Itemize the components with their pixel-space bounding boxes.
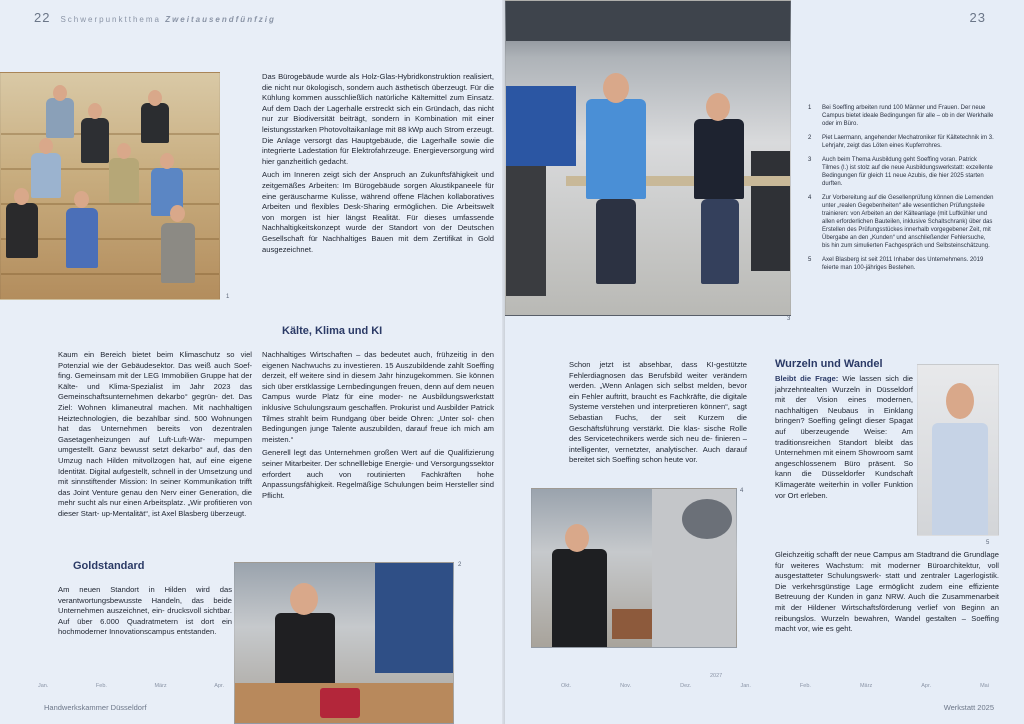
paragraph: Nachhaltiges Wirtschaften – das bedeutet auch, frühzeitig in den eigenen Nachwuchs zu investieren. 15 Auszubildende zahlt Soeffing derzeit, elf weitere sind in diesem Jahr hinzugekommen. Sie können sich über erstklassige Lernbedingungen freuen, denn auf dem neuen Campus wurde Platz für eine moder- ne Ausbildungswerkstatt inklusive Schulungsraum geschaffen. Prokurist und Ausbilder Patrick Tilmes strahlt beim Rundgang über beide Ohren: „Unter sol- chen Bedingungen junge Talente auszubilden, darauf freue ich mich am meisten.“	[262, 350, 494, 444]
caption-number: 5	[808, 257, 812, 263]
owner-portrait-photo	[917, 364, 999, 536]
article-column-mid-bottom	[262, 350, 494, 504]
refrigeration-training-photo	[531, 488, 737, 648]
paragraph: Kaum ein Bereich bietet beim Klimaschutz so viel Potenzial wie der Gebäudesektor. Das weiß auch Soef- fing. Gemeinsam mit der LEG Immobilien Gruppe hat der Kälte- und Klima-Spezialist im Jahr 2023 das Gemeinschaftsunternehmen dekarbo° gegrün- det. Das Ziel: Wohnen klimaneutral machen. Mit nachhaltigen Heiztechnologien, die bezahlbar sind. 500 Wohnungen hat das Unternehmen bereits von dezentralen Gasetagenheizungen auf Luft-Luft-Wär- mepumpen umgestellt. Ganz bewusst setzt dekarbo° auf, das den Umzug nach Hilden mitvollzogen hat, auf eine eigene Identität. Digital aufgestellt, schnell in der Umsetzung und mit sinnstiftender Mission: In seiner Kommunikation trifft das Joint Venture genau den Nerv einer Generation, die mehr sucht als nur einen Arbeitsplatz. „Wir profitieren von dieser Start- up-Mentalität“, ist Axel Blasberg überzeugt.	[58, 350, 252, 518]
paragraph: Das Bürogebäude wurde als Holz-Glas-Hybridkonstruktion realisiert, die nicht nur ökologisch, sondern auch ästhetisch überzeugt. Für die Kühlung kommen ausschließlich natürliche Kältemittel zum Einsatz. Auf dem Dach der Lagerhalle erstreckt sich ein Gründach, das nicht nur zur Biodiversität beiträgt, sondern in Kombination mit einer leistungsstarken Photovoltaikanlage mit 88 kWp auch Strom erzeugt. Die Anlage versorgt das Hauptgebäude, die Lagerhalle sowie die integrierte Ladestation für Elektrofahrzeuge. Energieversorgung wird hier ganzheitlich gedacht.	[262, 72, 494, 166]
month-label: Jan.	[38, 683, 49, 689]
right-page-number: 23	[969, 10, 986, 25]
paragraph: Schon jetzt ist absehbar, dass KI-gestützte Fehlerdiagnosen das Berufsbild weiter verändern werden. „Wenn Anlagen sich selbst melden, bevor ein Fehler auftritt, braucht es Fachkräfte, die digitale Systeme verstehen und interpretieren können“, sagt Sebastian Fuchs, der seit Kurzem die Geschäftsführung verstärkt. Die klas- sische Rolle des Servicetechnikers werde sich neu de- finieren – intelligenter, vernetzter, analytischer. Auch darauf bereitet sich Soeffing schon heute vor.	[569, 360, 747, 465]
photo-number-1: 1	[226, 294, 230, 300]
left-page-header	[34, 10, 276, 25]
month-label: Feb.	[799, 683, 811, 689]
caption-1	[808, 104, 994, 128]
month-label: Okt.	[561, 683, 572, 689]
month-label: Feb.	[95, 683, 107, 689]
caption-number: 1	[808, 105, 812, 111]
heading-wurzeln-wandel: Wurzeln und Wandel	[775, 358, 883, 370]
caption-number: 3	[808, 157, 812, 163]
caption-text: Zur Vorbereitung auf die Gesellenprüfung können die Lernenden unter „realen Gegebenheiten“ alle wesentlichen Prüfungsteile trainieren: von Arbeiten an der Kälteanlage (mit Luftkühler und allen erforderlichen Bauteilen, inklusive Schaltschrank) über das Erstellen des Prüfungsstückes innerhalb vorgegebener Zeit, mit Übergabe an den „Kunden“ und anschließender Fehlersuche, bis hin zum simulierten Fachgespräch und Selbsteinschätzung.	[822, 195, 994, 249]
article-column-mid-top	[262, 72, 494, 258]
month-label: März	[859, 683, 873, 689]
timeline-months-left	[38, 683, 224, 689]
photo-number-2: 2	[458, 562, 462, 568]
photo-number-5: 5	[986, 540, 990, 546]
month-label: Nov.	[620, 683, 632, 689]
month-label: Dez.	[680, 683, 692, 689]
section-prefix: Schwerpunktthema	[60, 15, 161, 24]
left-page-number: 22	[34, 10, 51, 25]
month-label: Jan.	[740, 683, 751, 689]
section-label	[60, 15, 275, 24]
team-stairs-photo	[0, 72, 220, 300]
month-label: März	[154, 683, 167, 689]
caption-number: 4	[808, 195, 812, 201]
left-page	[0, 0, 505, 724]
heading-goldstandard: Goldstandard	[73, 560, 145, 572]
timeline-months-right	[561, 683, 989, 689]
paragraph	[775, 374, 913, 501]
caption-text: Bei Soeffing arbeiten rund 100 Männer und Frauen. Der neue Campus bietet ideale Bedingungen für alle – ob in der Werkhalle oder im Büro.	[822, 105, 994, 127]
article-column-right-top	[775, 374, 913, 504]
article-column-gold	[58, 585, 232, 641]
footer-right: Werkstatt 2025	[943, 703, 994, 712]
caption-5	[808, 256, 994, 272]
caption-text: Piet Laermann, angehender Mechatroniker für Kältetechnik im 3. Lehrjahr, zeigt das Löten eines Kupferrohres.	[822, 135, 994, 149]
section-title: Zweitausendfünfzig	[165, 15, 276, 24]
month-label: Apr.	[214, 683, 224, 689]
month-label: Apr.	[921, 683, 932, 689]
caption-3	[808, 156, 994, 188]
brazing-apprentice-photo	[234, 562, 454, 724]
caption-text: Axel Blasberg ist seit 2011 Inhaber des Unternehmens. 2019 feierte man 100-jähriges Bestehen.	[822, 257, 984, 271]
caption-text: Auch beim Thema Ausbildung geht Soeffing voran. Patrick Tilmes (l.) ist stolz auf die neue Ausbildungswerkstatt: exzellente Bedingungen für gleich 11 neue Azubis, die hier 2025 starten durften.	[822, 157, 993, 187]
photo-number-4: 4	[740, 488, 744, 494]
training-workshop-photo	[505, 0, 791, 316]
lead-in: Bleibt die Frage:	[775, 374, 839, 383]
timeline-year: 2027	[710, 673, 723, 679]
caption-2	[808, 134, 994, 150]
heading-kaelte-klima-ki: Kälte, Klima und KI	[282, 325, 383, 337]
footer-left: Handwerkskammer Düsseldorf	[44, 703, 147, 712]
caption-number: 2	[808, 135, 812, 141]
right-page-header	[970, 10, 986, 25]
photo-number-3: 3	[787, 316, 791, 322]
caption-4	[808, 194, 994, 250]
photo-captions	[808, 104, 994, 278]
article-column-right-mid	[569, 360, 747, 469]
paragraph: Gleichzeitig schafft der neue Campus am Stadtrand die Grundlage für weiteres Wachstum: mit moderner Büroarchitektur, voll ausgestatteter Schulungswerk- statt und zentraler Lagerlogistik. Die verkehrsgünstige Lage ermöglicht zudem eine effiziente Betreuung der Kunden in ganz NRW. Auch die Zusammenarbeit mit der Hildener Wirtschaftsförderung verlief von Beginn an reibungslos. Wurzeln bewahren, Wandel gestalten – Soeffing macht vor, wie es geht.	[775, 550, 999, 634]
month-label: Mai	[980, 683, 989, 689]
paragraph: Am neuen Standort in Hilden wird das verantwortungsbewusste Handeln, das beide Unternehmen auszeichnet, ein- drucksvoll sichtbar. Auf über 6.000 Quadratmetern ist dort ein hochmoderner Innovationscampus entstanden.	[58, 585, 232, 637]
paragraph: Auch im Inneren zeigt sich der Anspruch an Zukunftsfähigkeit und zeitgemäßes Arbeiten: Im Bürogebäude sorgen Akustikpaneele für eine geräuscharme Kulisse, während offene Flächen kollaboratives Arbeiten und flexibles Desk-Sharing ermöglichen. Die Arbeitswelt von morgen ist hier längst Realität. Für dieses umfassende Nachhaltigkeitskonzept wurde der Standort von der Deutschen Gesellschaft für Nachhaltiges Bauen mit dem Zertifikat in Gold ausgezeichnet.	[262, 170, 494, 254]
article-column-right-bottom	[775, 550, 999, 638]
article-column-left	[58, 350, 252, 523]
paragraph: Generell legt das Unternehmen großen Wert auf die Qualifizierung seiner Mitarbeiter. Der schnelllebige Energie- und Versorgungssektor erfordert auch von routinierten Fachkräften hohe Anpassungsfähigkeit. Regelmäßige Schulungen beim Hersteller sind Pflicht.	[262, 448, 494, 500]
paragraph-body: Wie lassen sich die jahrzehntealten Wurzeln in Düsseldorf mit der Vision eines modernen, nachhaltigen Neubaus in Einklang bringen? Soeffing gelingt dieser Spagat auf überzeugende Weise: Am traditionsreichen Standort bleibt das Unternehmen mit einem Showroom samt angeschlossenem Büro präsent. So kann die Düsseldorfer Kundschaft Klimageräte weiterhin in voller Funktion vor Ort erleben.	[775, 374, 914, 500]
